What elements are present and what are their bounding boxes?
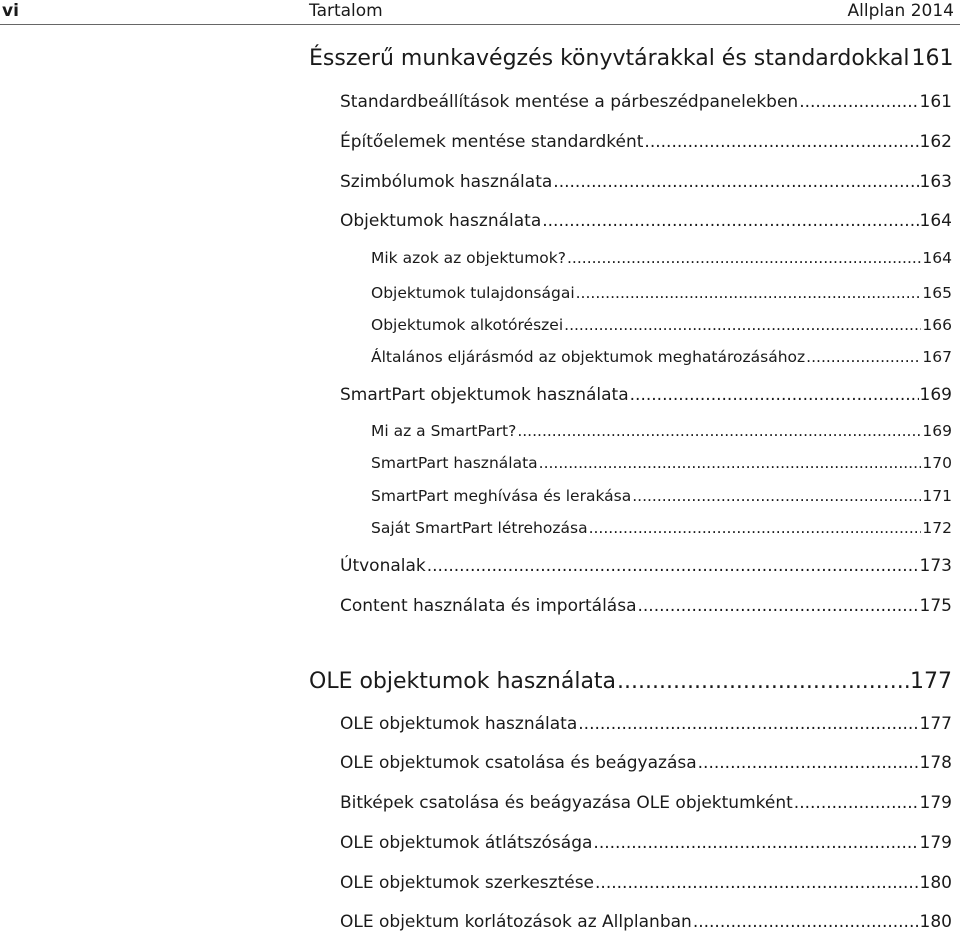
- toc-entry-page: 163: [919, 172, 952, 192]
- toc-entry-title: Content használata és importálása: [340, 596, 637, 616]
- toc-section-entry[interactable]: [340, 793, 952, 813]
- toc-entry-page: 161: [919, 92, 952, 112]
- toc-leader-dots: [617, 669, 909, 694]
- toc-leader-dots: [630, 385, 919, 405]
- toc-entry-title: Építőelemek mentése standardként: [340, 132, 644, 152]
- toc-subsection-entry[interactable]: [371, 422, 952, 440]
- toc-leader-dots: [644, 132, 918, 152]
- toc-section-entry[interactable]: [340, 753, 952, 773]
- toc-entry-title: Bitképek csatolása és beágyazása OLE objektumként: [340, 793, 793, 813]
- toc-leader-dots: [638, 596, 919, 616]
- toc-entry-page: 170: [922, 454, 952, 472]
- toc-leader-dots: [576, 284, 922, 302]
- toc-leader-dots: [553, 172, 918, 192]
- toc-entry-page: 179: [919, 793, 952, 813]
- toc-entry-page: 165: [922, 284, 952, 302]
- toc-subsection-entry[interactable]: [371, 316, 952, 334]
- toc-section-entry[interactable]: [340, 211, 952, 231]
- toc-subsection-entry[interactable]: [371, 519, 952, 537]
- toc-entry-title: OLE objektumok használata: [309, 669, 617, 694]
- toc-entry-title: OLE objektum korlátozások az Allplanban: [340, 912, 692, 932]
- toc-entry-page: 169: [922, 422, 952, 440]
- toc-entry-title: Ésszerű munkavégzés könyvtárakkal és standardokkal: [309, 46, 910, 71]
- toc-leader-dots: [539, 454, 922, 472]
- toc-entry-page: 180: [919, 912, 952, 932]
- toc-section-entry[interactable]: [340, 596, 952, 616]
- toc-entry-title: Mik azok az objektumok?: [371, 249, 566, 267]
- toc-section-entry[interactable]: [340, 714, 952, 734]
- toc-entry-page: 167: [922, 348, 952, 366]
- toc-entry-page: 179: [919, 833, 952, 853]
- toc-entry-page: 172: [922, 519, 952, 537]
- toc-section-entry[interactable]: [340, 385, 952, 405]
- toc-subsection-entry[interactable]: [371, 348, 952, 366]
- toc-entry-page: 169: [919, 385, 952, 405]
- toc-entry-page: 173: [919, 556, 952, 576]
- toc-entry-page: 162: [919, 132, 952, 152]
- toc-entry-page: 180: [919, 873, 952, 893]
- toc-subsection-entry[interactable]: [371, 284, 952, 302]
- toc-entry-title: Objektumok tulajdonságai: [371, 284, 575, 302]
- toc-section-entry[interactable]: [340, 873, 952, 893]
- toc-leader-dots: [595, 873, 919, 893]
- toc-leader-dots: [564, 316, 921, 334]
- toc-chapter-entry[interactable]: [309, 669, 952, 694]
- toc-entry-page: 171: [922, 487, 952, 505]
- header-section-title: Tartalom: [309, 1, 383, 21]
- toc-entry-title: OLE objektumok átlátszósága: [340, 833, 593, 853]
- toc-subsection-entry[interactable]: [371, 249, 952, 267]
- toc-subsection-entry[interactable]: [371, 454, 952, 472]
- toc-entry-title: Általános eljárásmód az objektumok meghatározásához: [371, 348, 806, 366]
- toc-leader-dots: [794, 793, 919, 813]
- toc-entry-page: 177: [910, 669, 952, 694]
- toc-leader-dots: [542, 211, 918, 231]
- toc-entry-page: 175: [919, 596, 952, 616]
- toc-subsection-entry[interactable]: [371, 487, 952, 505]
- toc-leader-dots: [517, 422, 921, 440]
- toc-entry-title: OLE objektumok csatolása és beágyazása: [340, 753, 697, 773]
- toc-section-entry[interactable]: [340, 92, 952, 112]
- toc-leader-dots: [632, 487, 921, 505]
- header-book-title: Allplan 2014: [847, 1, 954, 21]
- toc-entry-page: 178: [919, 753, 952, 773]
- toc-entry-title: Standardbeállítások mentése a párbeszédpanelekben: [340, 92, 799, 112]
- toc-entry-title: Saját SmartPart létrehozása: [371, 519, 588, 537]
- toc-entry-title: Szimbólumok használata: [340, 172, 553, 192]
- toc-section-entry[interactable]: [340, 833, 952, 853]
- toc-entry-title: SmartPart meghívása és lerakása: [371, 487, 632, 505]
- toc-leader-dots: [693, 912, 919, 932]
- toc-leader-dots: [799, 92, 918, 112]
- toc-entry-page: 164: [922, 249, 952, 267]
- toc-entry-title: SmartPart objektumok használata: [340, 385, 629, 405]
- toc-entry-page: 177: [919, 714, 952, 734]
- toc-entry-title: SmartPart használata: [371, 454, 538, 472]
- toc-leader-dots: [589, 519, 922, 537]
- toc-section-entry[interactable]: [340, 172, 952, 192]
- toc-leader-dots: [806, 348, 921, 366]
- toc-entry-title: OLE objektumok szerkesztése: [340, 873, 595, 893]
- toc-leader-dots: [698, 753, 919, 773]
- toc-entry-title: Útvonalak: [340, 556, 426, 576]
- toc-leader-dots: [578, 714, 918, 734]
- toc-leader-dots: [567, 249, 921, 267]
- toc-chapter-entry[interactable]: [309, 46, 952, 71]
- toc-entry-page: 164: [919, 211, 952, 231]
- toc-leader-dots: [593, 833, 918, 853]
- toc-entry-title: Objektumok használata: [340, 211, 542, 231]
- toc-section-entry[interactable]: [340, 556, 952, 576]
- toc-entry-page: 161: [911, 46, 954, 71]
- header-page-number: vi: [2, 1, 19, 21]
- toc-entry-title: Objektumok alkotórészei: [371, 316, 564, 334]
- toc-leader-dots: [427, 556, 919, 576]
- toc-entry-title: OLE objektumok használata: [340, 714, 578, 734]
- toc-entry-page: 166: [922, 316, 952, 334]
- toc-entry-title: Mi az a SmartPart?: [371, 422, 517, 440]
- toc-section-entry[interactable]: [340, 912, 952, 932]
- toc-section-entry[interactable]: [340, 132, 952, 152]
